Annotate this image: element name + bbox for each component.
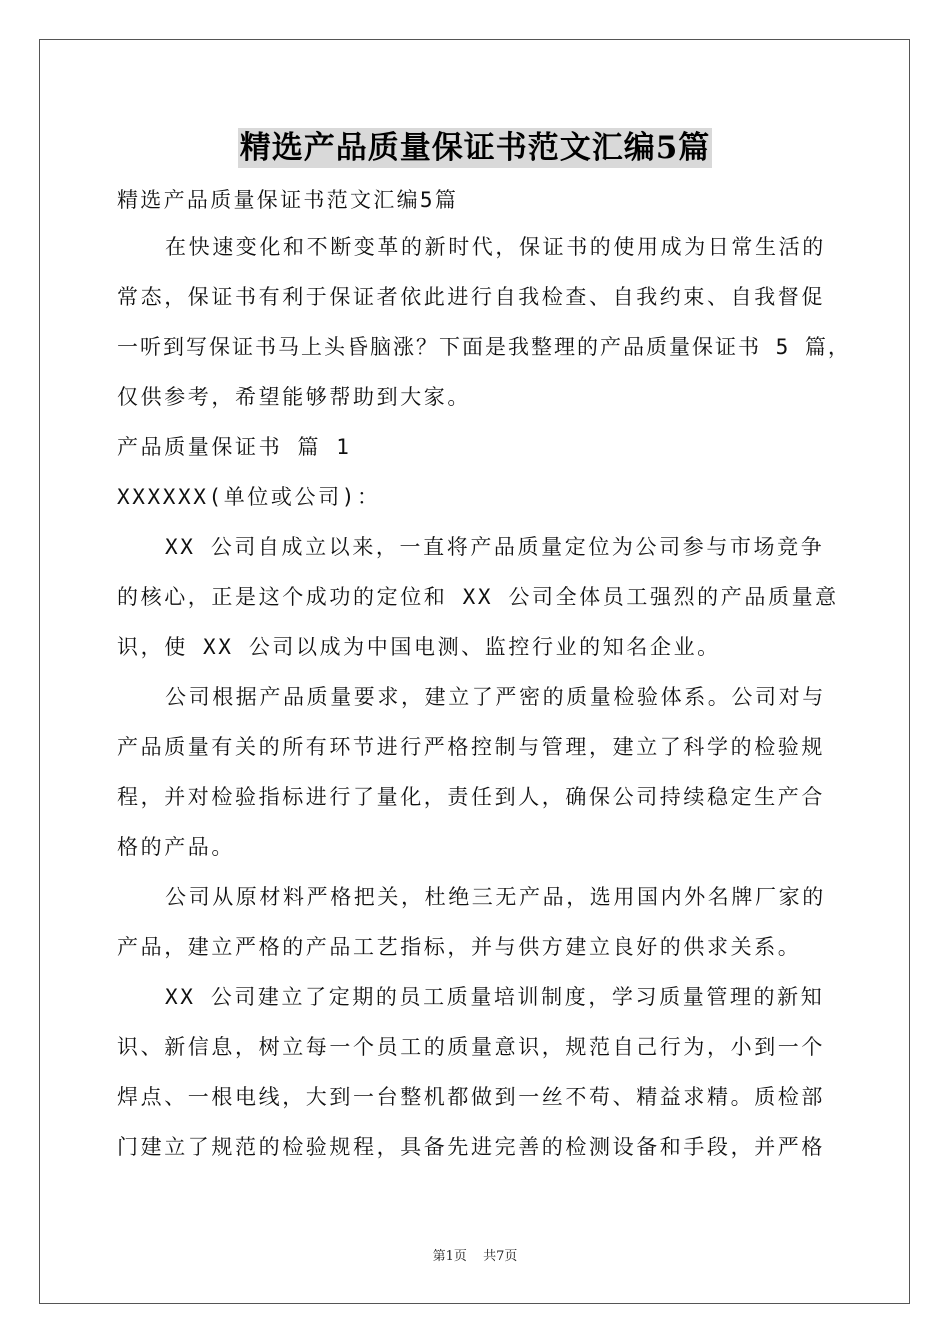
paragraph-line: 公司根据产品质量要求，建立了严密的质量检验体系。公司对与 — [165, 685, 826, 709]
page-total: 共7页 — [483, 1249, 518, 1264]
document-subtitle: 精选产品质量保证书范文汇编5篇 — [117, 188, 459, 212]
title-wrap — [0, 128, 950, 168]
document-title: 精选产品质量保证书范文汇编5篇 — [239, 130, 711, 166]
paragraph-line: 产品，建立严格的产品工艺指标，并与供方建立良好的供求关系。 — [117, 935, 802, 959]
paragraph-line: 一听到写保证书马上头昏脑涨？下面是我整理的产品质量保证书 5 篇， — [117, 335, 851, 359]
paragraph-line: 格的产品。 — [117, 835, 235, 859]
paragraph-line: 在快速变化和不断变革的新时代，保证书的使用成为日常生活的 — [165, 235, 826, 259]
page-number: 第1页 — [432, 1249, 467, 1264]
document-body — [117, 178, 851, 1172]
paragraph-line: 常态，保证书有利于保证者依此进行自我检查、自我约束、自我督促 — [117, 285, 825, 309]
paragraph-line: 公司从原材料严格把关，杜绝三无产品，选用国内外名牌厂家的 — [165, 885, 826, 909]
page-footer — [0, 1245, 950, 1264]
paragraph-line: 识，使 XX 公司以成为中国电测、监控行业的知名企业。 — [117, 635, 721, 659]
paragraph-line: 产品质量有关的所有环节进行严格控制与管理，建立了科学的检验规 — [117, 735, 825, 759]
paragraph-line: 的核心，正是这个成功的定位和 XX 公司全体员工强烈的产品质量意 — [117, 585, 839, 609]
paragraph-line: 程，并对检验指标进行了量化，责任到人，确保公司持续稳定生产合 — [117, 785, 825, 809]
paragraph-line: XX 公司建立了定期的员工质量培训制度，学习质量管理的新知 — [165, 985, 825, 1009]
paragraph-line: XX 公司自成立以来，一直将产品质量定位为公司参与市场竞争 — [165, 535, 825, 559]
section-heading: 产品质量保证书 篇 1 — [117, 435, 352, 459]
paragraph-line: 门建立了规范的检验规程，具备先进完善的检测设备和手段，并严格 — [117, 1135, 825, 1159]
salutation: XXXXXX(单位或公司)： — [117, 485, 381, 509]
paragraph-line: 识、新信息，树立每一个员工的质量意识，规范自己行为，小到一个 — [117, 1035, 825, 1059]
paragraph-line: 焊点、一根电线，大到一台整机都做到一丝不苟、精益求精。质检部 — [117, 1085, 825, 1109]
paragraph-line: 仅供参考，希望能够帮助到大家。 — [117, 385, 471, 409]
